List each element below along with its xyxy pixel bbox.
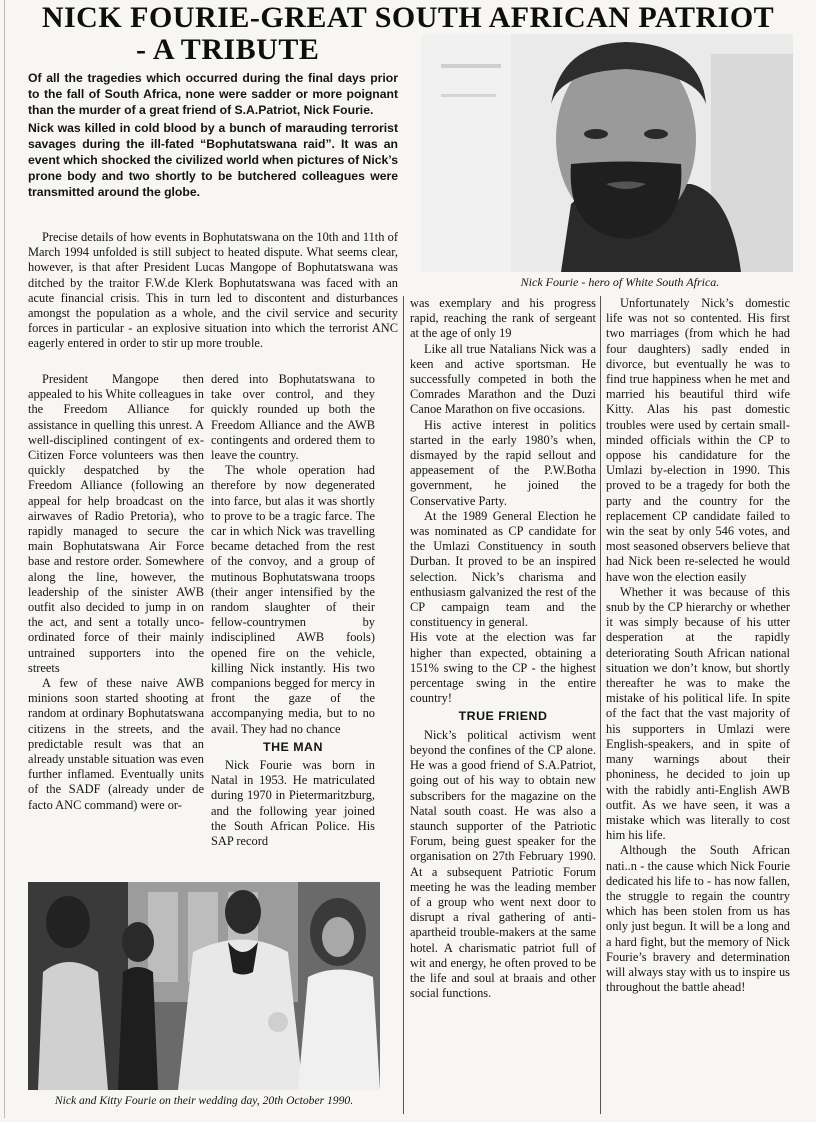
paragraph: Although the South African nati..n - the cause which Nick Fourie dedicated his life to - has now fallen, the struggle to regain the country which has been stolen from us has only just begun. It will be a long and a hard fight, but the memory of Nick Fourie’s bravery and determination will always stay with us to inspire us throughout the battle ahead! (606, 843, 790, 995)
paragraph: His vote at the election was far higher than expected, obtaining a 151% swing to the CP - the highest percentage swing in the entire country! (410, 630, 596, 706)
paragraph: Nick’s political activism went beyond the confines of the CP alone. He was a good friend of S.A.Patriot, going out of his way to obtain new subscribers for the magazine on the Natal south coast. He was also a staunch supporter of the Patriotic Forum, being guest speaker for the organisation on 27th February 1990. At a subsequent Patriotic Forum meeting he was the leading member of a group who went next door to disrupt a rival gathering of anti-apartheid trouble-makers at the same hotel. A charismatic patriot full of wit and energy, he often proved to be the life and soul at braais and other social functions. (410, 727, 596, 1001)
lead-paragraph: Nick was killed in cold blood by a bunch of marauding terrorist savages during the ill-fated “Bophutatswana raid”. It was an event which shocked the civilized world when pictures of Nick’s prone body and two shortly to be butchered colleagues were transmitted around the globe. (28, 121, 398, 199)
headline-line-1: NICK FOURIE-GREAT SOUTH AFRICAN PATRIOT (41, 1, 775, 34)
subhead-true-friend: TRUE FRIEND (458, 709, 548, 724)
paragraph: His active interest in politics started in the early 1980’s when, dismayed by the rapid sellout and appeasement of the P.W.Botha government, he joined the Conservative Party. (410, 417, 596, 508)
paragraph: Like all true Natalians Nick was a keen and active sportsman. He successfully competed in both the Comrades Marathon and the Duzi Canoe Marathon on five occasions. (410, 341, 596, 417)
paragraph: Unfortunately Nick’s domestic life was not so contented. His first two marriages (from which he had four daughters) sadly ended in divorce, but eventually he was to find true happiness when he met and married his beautiful third wife Kitty. Alas his past domestic troubles were used by certain small-minded officials within the CP to oppose his candidature for the Umlazi by-election in 1990. This proved to be a tragedy for both the party and the country for the replacement CP candidate failed to win the seat by only 546 votes, and most seasoned observers believe that had Nick been re-selected he would have won the election easily (606, 296, 790, 584)
paragraph: A few of these naive AWB minions soon started shooting at random at ordinary Bophutatswana citizens in the streets, and the predictable result was that an already unstable situation was even further inflamed. Eventually units of the SADF (already under de facto ANC command) were or- (28, 676, 204, 812)
column-divider (600, 296, 601, 1114)
paragraph: At the 1989 General Election he was nominated as CP candidate for the Umlazi Constituency in south Durban. It proved to be an inspired selection. Nick’s charisma and enthusiasm galvanized the rest of the CP campaign team and the constituency in general. (410, 508, 596, 630)
paragraph: Nick Fourie was born in Natal in 1953. He matriculated during 1970 in Pietermaritzburg, and the following year joined the South African Police. His SAP record (211, 758, 375, 849)
wedding-photo (28, 882, 380, 1090)
portrait-caption: Nick Fourie - hero of White South Africa. (520, 275, 720, 289)
lead-paragraph: Of all the tragedies which occurred during the final days prior to the fall of South Africa, none were sadder or more poignant than the murder of a great friend of S.A.Patriot, Nick Fourie. (28, 71, 398, 117)
lead-paragraphs (28, 70, 398, 202)
column-3 (410, 296, 596, 1114)
paragraph: President Mangope then appealed to his White colleagues in the Freedom Alliance for assistance in quelling this unrest. A well-disciplined contingent of ex-Citizen Force volunteers was then quickly despatched by the Freedom Alliance (following an appeal for help broadcast on the airwaves of Radio Pretoria), who rapidly managed to secure the main Bophutatswana Air Force base and restore order. Somewhere along the line, however, the leadership of the sinister AWB outfit also decided to jump in on the act, and sent a totally unco-ordinated force of their mainly untrained supporters into the streets (28, 372, 204, 675)
paragraph: dered into Bophutatswana to take over control, and they quickly rounded up both the Freedom Alliance and the AWB contingents and ordered them to leave the country. (211, 372, 375, 463)
paragraph: The whole operation had therefore by now degenerated into farce, but alas it was shortly to prove to be a tragic farce. The car in which Nick was travelling became detached from the rest of the convoy, and a group of mutinous Bophutatswana troops (their anger intensified by the random slaughter of their fellow-countrymen by indisciplined AWB fools) opened fire on the vehicle, killing Nick instantly. His two companions begged for mercy in front the gaze of the accompanying media, but to no avail. They had no chance (211, 463, 375, 736)
column-1 (28, 372, 204, 877)
subhead-the-man: THE MAN (263, 739, 323, 754)
portrait-photo-image (421, 34, 793, 272)
intro-paragraph: Precise details of how events in Bophutatswana on the 10th and 11th of March 1994 unfolded is still subject to heated dispute. What seems clear, however, is that after President Lucas Mangope of Bophutatswana was ditched by the traitor F.W.de Klerk Bophutatswana was faced with an acute financial crisis. This in turn led to discontent and disturbances amongst the population as a whole, and the civil service and security forces in particular - an explosive situation into which the terrorist ANC eagerly entered in order to stir up more trouble. (28, 230, 398, 351)
paragraph: Whether it was because of this snub by the CP hierarchy or whether it was simply because of his utter desperation at the rapidly deteriorating South African national situation we don’t know, but shortly thereafter he was to make the mistake of his political life. In spite of the fact that the vast majority of his supporters in Umlazi were English-speakers, and in spite of many warnings about their phoniness, he decided to join up with the rabidly anti-English AWB outfit. As we have seen, it was a mistake which was literally to cost him his life. (606, 584, 790, 843)
column-2 (211, 372, 375, 872)
wedding-photo-image (28, 882, 380, 1090)
wedding-caption: Nick and Kitty Fourie on their wedding day, 20th October 1990. (54, 1094, 354, 1107)
column-4 (606, 296, 790, 1114)
headline-line-2: - A TRIBUTE (136, 33, 320, 66)
portrait-photo (421, 34, 793, 272)
paragraph: was exemplary and his progress rapid, reaching the rank of sergeant at the age of only 19 (410, 296, 596, 341)
intro-paragraph-block (28, 230, 398, 352)
column-divider (403, 296, 404, 1114)
